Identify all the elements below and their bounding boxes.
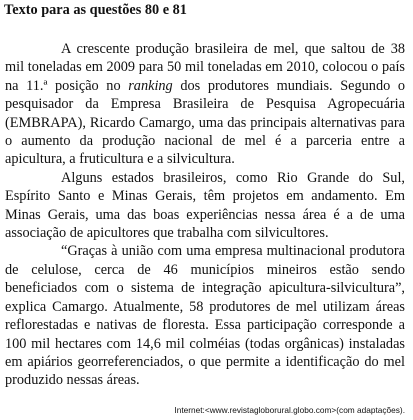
article-body xyxy=(5,40,405,390)
section-heading: Texto para as questões 80 e 81 xyxy=(4,2,187,18)
paragraph-1: A crescente produção brasileira de mel, que saltou de 38 mil toneladas em 2009 para 50 mil toneladas em 2010, colocou o país na 11.ª posição no ranking dos produtores mundiais. Segundo o pesquisador da Empresa Brasileira de Pesquisa Agropecuária (EMBRAPA), Ricardo Camargo, uma das principais alternativas para o aumento da produção nacional de mel é a parceria entre a apicultura, a fruticultura e a silvicultura. xyxy=(5,41,406,168)
paragraph-3: “Graças à união com uma empresa multinacional produtora de celulose, cerca de 46 municípios mineiros estão sendo beneficiados com o sistema de integração apicultura-silvicultura”, explica Camargo. Atualmente, 58 produtores de mel utilizam áreas reflorestadas e nativas de floresta. Essa participação corresponde a 100 mil hectares com 14,6 mil colméias (todas orgânicas) instaladas em apiários georreferenciados, o que permite a identificação do mel produzido nessas áreas. xyxy=(5,243,405,389)
italic-term: ranking xyxy=(128,77,173,94)
paragraph-2: Alguns estados brasileiros, como Rio Grande do Sul, Espírito Santo e Minas Gerais, têm projetos em andamento. Em Minas Gerais, uma das boas experiências nessa área é a de uma associação de apicultores que trabalha com silvicultores. xyxy=(5,169,405,242)
source-citation: Internet:<www.revistagloborural.globo.com>(com adaptações). xyxy=(174,405,405,415)
